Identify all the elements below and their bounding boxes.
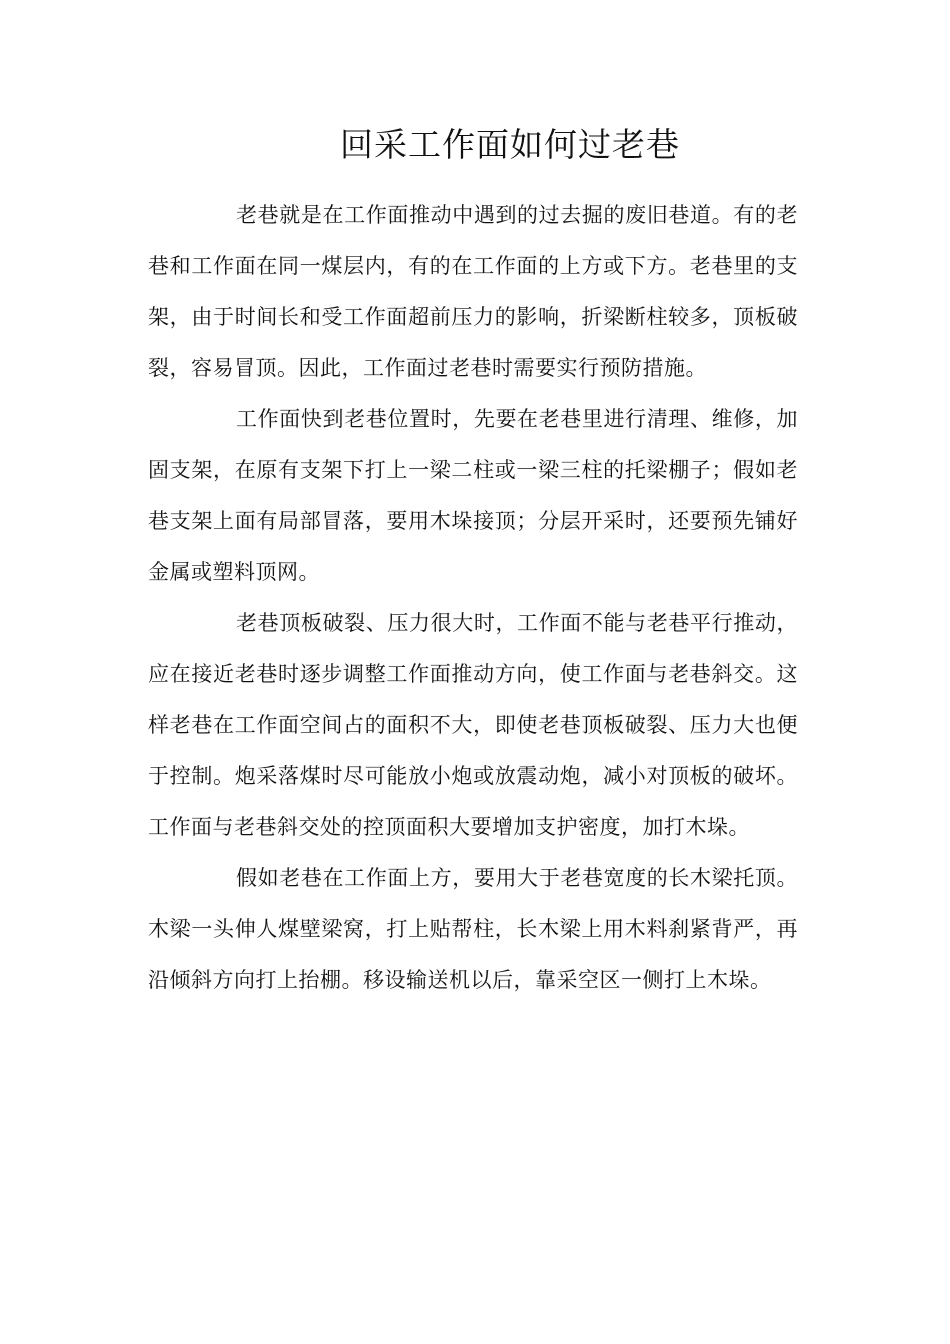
- document-body: [148, 190, 798, 1006]
- paragraph-1: 老巷就是在工作面推动中遇到的过去掘的废旧巷道。有的老巷和工作面在同一煤层内，有的在工作面的上方或下方。老巷里的支架，由于时间长和受工作面超前压力的影响，折梁断柱较多，顶板破裂，容易冒顶。因此，工作面过老巷时需要实行预防措施。: [148, 203, 798, 380]
- paragraph-4: 假如老巷在工作面上方，要用大于老巷宽度的长木梁托顶。木梁一头伸人煤壁梁窝，打上贴帮柱，长木梁上用木料刹紧背严，再沿倾斜方向打上抬棚。移设输送机以后，靠采空区一侧打上木垛。: [148, 866, 798, 992]
- paragraph-2: 工作面快到老巷位置时，先要在老巷里进行清理、维修，加固支架，在原有支架下打上一梁二柱或一梁三柱的托梁棚子；假如老巷支架上面有局部冒落，要用木垛接顶；分层开采时，还要预先铺好金属或塑料顶网。: [148, 407, 798, 584]
- paragraph-3: 老巷顶板破裂、压力很大时，工作面不能与老巷平行推动，应在接近老巷时逐步调整工作面推动方向，使工作面与老巷斜交。这样老巷在工作面空间占的面积不大，即使老巷顶板破裂、压力大也便于控制。炮采落煤时尽可能放小炮或放震动炮，减小对顶板的破坏。工作面与老巷斜交处的控顶面积大要增加支护密度，加打木垛。: [148, 611, 798, 839]
- document-title: 回采工作面如何过老巷: [340, 125, 680, 164]
